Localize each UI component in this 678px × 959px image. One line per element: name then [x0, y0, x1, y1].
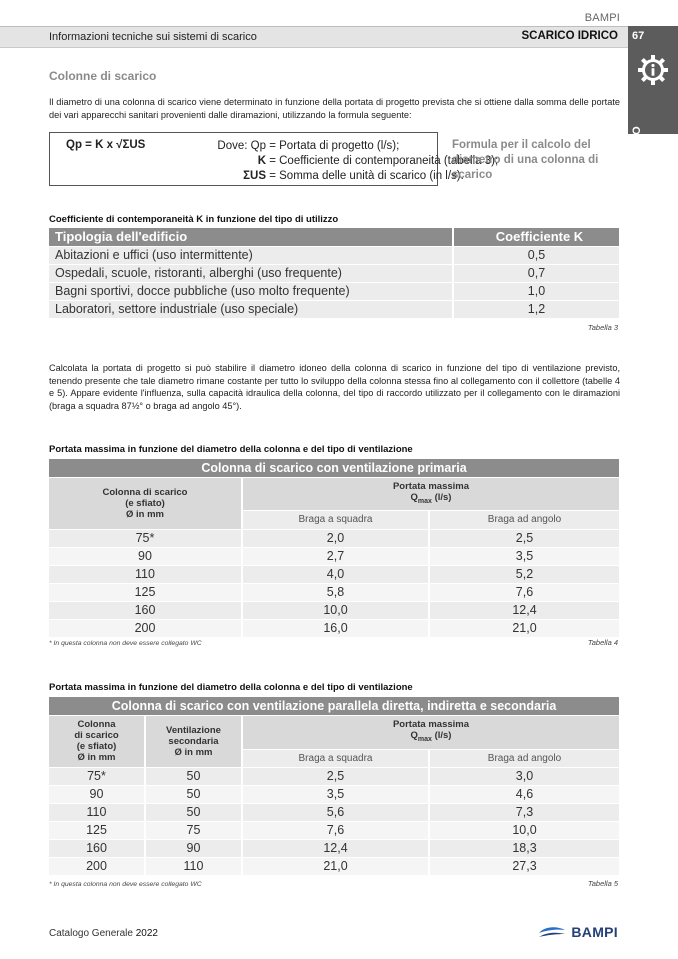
- table-row: Abitazioni e uffici (uso intermittente) 0,5: [49, 246, 619, 264]
- formula-row: K = Coefficiente di contemporaneità (tabella 3);: [257, 155, 499, 167]
- table-row: 90 50 3,5 4,6: [49, 785, 619, 803]
- table4-sub-squadra: Braga a squadra: [242, 510, 429, 529]
- table5-col-portata: Portata massima $Q_{max}$ (l/s): [242, 715, 619, 749]
- paragraph-2: Calcolata la portata di progetto si può stabilire il diametro idoneo della colonna di scarico in funzione del tipo di ventilazione previsto, tenendo presente che tale diametro rimane costante per tutto lo sviluppo della colonna stessa fino al collegamento con il collettore (tabelle 4 e 5). Appare evidente l'influenza, sulla capacità idraulica della colonna, del tipo di raccordo utilizzato per il collegamento con le diramazioni (braga a squadra 87½° o braga ad angolo 45°).: [49, 363, 620, 411]
- table3-caption: Coefficiente di contemporaneità K in funzione del tipo di utilizzo: [49, 214, 339, 225]
- formula-row: Dove: Qp = Portata di progetto (l/s);: [217, 140, 400, 152]
- table-row: 200 16,0 21,0: [49, 619, 619, 637]
- table-row: 75* 50 2,5 3,0: [49, 767, 619, 785]
- formula-note: Formula per il calcolo del diametro di una colonna di scarico: [452, 139, 599, 181]
- formula-main: Qp = K x √ΣUS: [66, 139, 146, 151]
- table-row: 110 4,0 5,2: [49, 565, 619, 583]
- table4-col-portata: Portata massima $Q_{max}$ (l/s): [242, 477, 619, 510]
- section-title: Colonne di scarico: [49, 69, 157, 83]
- table4-sub-angolo: Braga ad angolo: [429, 510, 619, 529]
- footer-catalog: Catalogo Generale 2022: [49, 928, 158, 939]
- side-tab: [628, 48, 678, 180]
- table5-banner: Colonna di scarico con ventilazione parallela diretta, indiretta e secondaria: [49, 697, 619, 715]
- side-tab-label: SCARICO: [631, 125, 643, 180]
- table5-caption: Portata massima in funzione del diametro della colonna e del tipo di ventilazione: [49, 682, 413, 693]
- table5-sub-squadra: Braga a squadra: [242, 749, 429, 767]
- footer-logo-text: BAMPI: [571, 924, 618, 940]
- header-bar: [0, 26, 628, 48]
- header-subtitle: Informazioni tecniche sui sistemi di scarico: [49, 31, 257, 43]
- table-row: 125 5,8 7,6: [49, 583, 619, 601]
- table3: [49, 228, 619, 318]
- formula-row: ΣUS = Somma delle unità di scarico (in l/s).: [243, 170, 464, 182]
- page-number: 67: [628, 26, 678, 48]
- table5: [49, 697, 619, 875]
- table5-ref: Tabella 5: [587, 879, 618, 888]
- table-row: Bagni sportivi, docce pubbliche (uso molto frequente) 1,0: [49, 282, 619, 300]
- table4-caption: Portata massima in funzione del diametro della colonna e del tipo di ventilazione: [49, 444, 413, 455]
- table5-sub-angolo: Braga ad angolo: [429, 749, 619, 767]
- table3-ref: Tabella 3: [587, 323, 618, 332]
- bampi-logo-icon: [537, 924, 567, 940]
- table-row: 160 10,0 12,4: [49, 601, 619, 619]
- table4-banner: Colonna di scarico con ventilazione primaria: [49, 459, 619, 477]
- footer-logo: [537, 922, 618, 942]
- table4: [49, 459, 619, 637]
- table3-header: Coefficiente K: [453, 228, 619, 246]
- table-row: Laboratori, settore industriale (uso speciale) 1,2: [49, 300, 619, 318]
- table3-header: Tipologia dell'edificio: [49, 228, 453, 246]
- formula-box: [49, 132, 499, 186]
- intro-paragraph: Il diametro di una colonna di scarico viene determinato in funzione della portata di progetto prevista che si ottiene dalla somma delle portate dei vari apparecchi sanitari provenienti dalle diramazioni, utilizzando la formula seguente:: [49, 97, 620, 120]
- header-section: SCARICO IDRICO: [521, 30, 618, 42]
- formula-legend: [154, 139, 498, 184]
- table-row: Ospedali, scuole, ristoranti, alberghi (uso frequente) 0,7: [49, 264, 619, 282]
- table4-ref: Tabella 4: [587, 638, 618, 647]
- table4-footnote: * In questa colonna non deve essere collegato WC: [49, 640, 202, 647]
- table-row: 75* 2,0 2,5: [49, 529, 619, 547]
- table5-col-ventilazione: Ventilazione secondaria Ø in mm: [145, 715, 242, 767]
- table4-col-diameter: Colonna di scarico (e sfiato) Ø in mm: [49, 477, 242, 529]
- table-row: 110 50 5,6 7,3: [49, 803, 619, 821]
- table-row: 160 90 12,4 18,3: [49, 839, 619, 857]
- info-gear-icon: [637, 54, 669, 86]
- table5-footnote: * In questa colonna non deve essere collegato WC: [49, 881, 202, 888]
- header-brand: BAMPI: [584, 12, 620, 24]
- table-row: 90 2,7 3,5: [49, 547, 619, 565]
- table-row: 125 75 7,6 10,0: [49, 821, 619, 839]
- table5-col-diameter: Colonna di scarico (e sfiato) Ø in mm: [49, 715, 145, 767]
- table-row: 200 110 21,0 27,3: [49, 857, 619, 875]
